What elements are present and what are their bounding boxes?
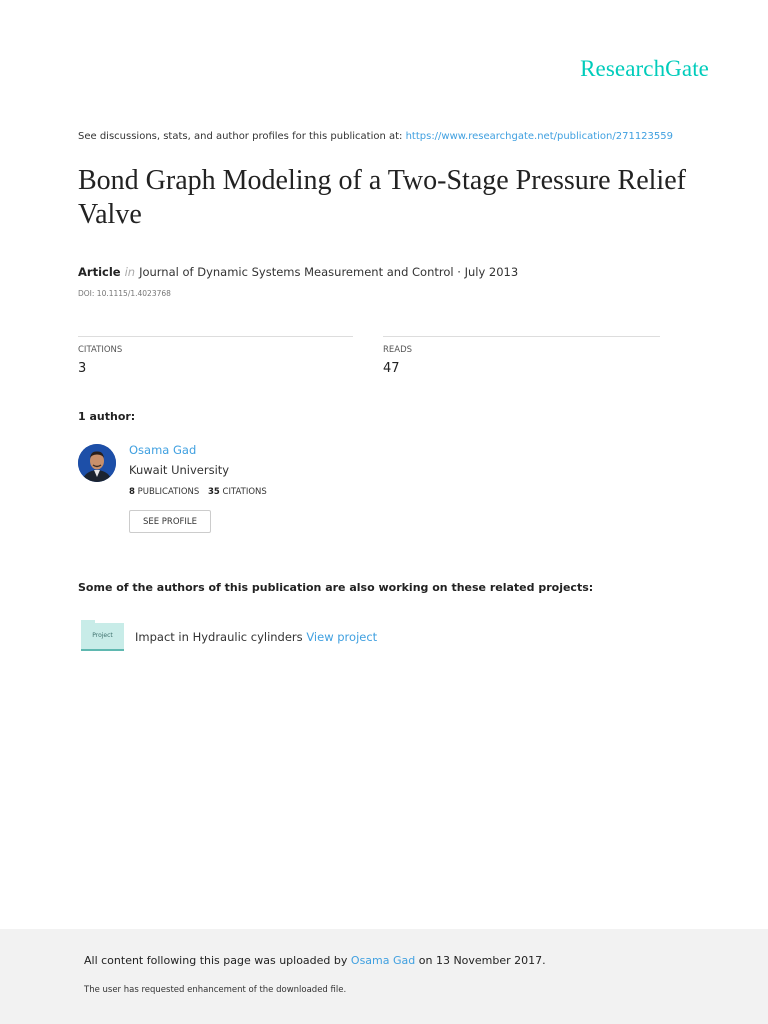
- uploader-link[interactable]: Osama Gad: [350, 954, 416, 967]
- project-badge-label: Project: [81, 623, 124, 651]
- doi: DOI: 10.1115/1.4023768: [78, 289, 171, 298]
- discussion-text: See discussions, stats, and author profiles for this publication at:: [78, 131, 406, 142]
- footer: [0, 929, 768, 1024]
- publication-type: Article: [78, 265, 121, 279]
- venue-date: Journal of Dynamic Systems Measurement and Control · July 2013: [139, 265, 519, 279]
- project-name: Impact in Hydraulic cylinders: [135, 630, 303, 644]
- upload-prefix: All content following this page was uploaded by: [84, 954, 351, 967]
- publications-count: 8: [129, 487, 135, 497]
- reads-value: 47: [383, 361, 400, 376]
- author-photo-icon[interactable]: [78, 444, 116, 482]
- researchgate-logo[interactable]: ResearchGate: [580, 56, 709, 81]
- upload-suffix: on 13 November 2017.: [415, 954, 546, 967]
- author-name-link[interactable]: Osama Gad: [129, 443, 197, 457]
- view-project-link[interactable]: View project: [306, 630, 378, 644]
- projects-heading: Some of the authors of this publication are also working on these related projects:: [78, 581, 594, 594]
- publication-url-link[interactable]: [406, 131, 673, 142]
- in-label: in: [124, 265, 136, 279]
- reads-label: READS: [383, 345, 413, 355]
- author-citations-label: CITATIONS: [222, 487, 267, 497]
- citations-divider: [78, 336, 353, 337]
- enhancement-note: The user has requested enhancement of the downloaded file.: [84, 985, 347, 995]
- publication-title: Bond Graph Modeling of a Two-Stage Pressure Relief Valve: [78, 165, 686, 230]
- authors-heading: 1 author:: [78, 410, 136, 423]
- reads-divider: [383, 336, 660, 337]
- publications-label: PUBLICATIONS: [137, 487, 200, 497]
- author-institution: Kuwait University: [129, 463, 230, 477]
- upload-notice: [84, 954, 546, 967]
- publication-url[interactable]: https://www.researchgate.net/publication/271123559: [405, 131, 673, 142]
- project-folder-icon[interactable]: [81, 620, 124, 651]
- citations-value: 3: [78, 361, 87, 376]
- author-stats: [129, 487, 267, 497]
- article-meta: [78, 265, 518, 279]
- citations-label: CITATIONS: [78, 345, 123, 355]
- author-citations-count: 35: [207, 487, 220, 497]
- project-item: [135, 630, 377, 644]
- see-profile-button[interactable]: SEE PROFILE: [129, 510, 211, 533]
- discussion-line: [78, 131, 673, 142]
